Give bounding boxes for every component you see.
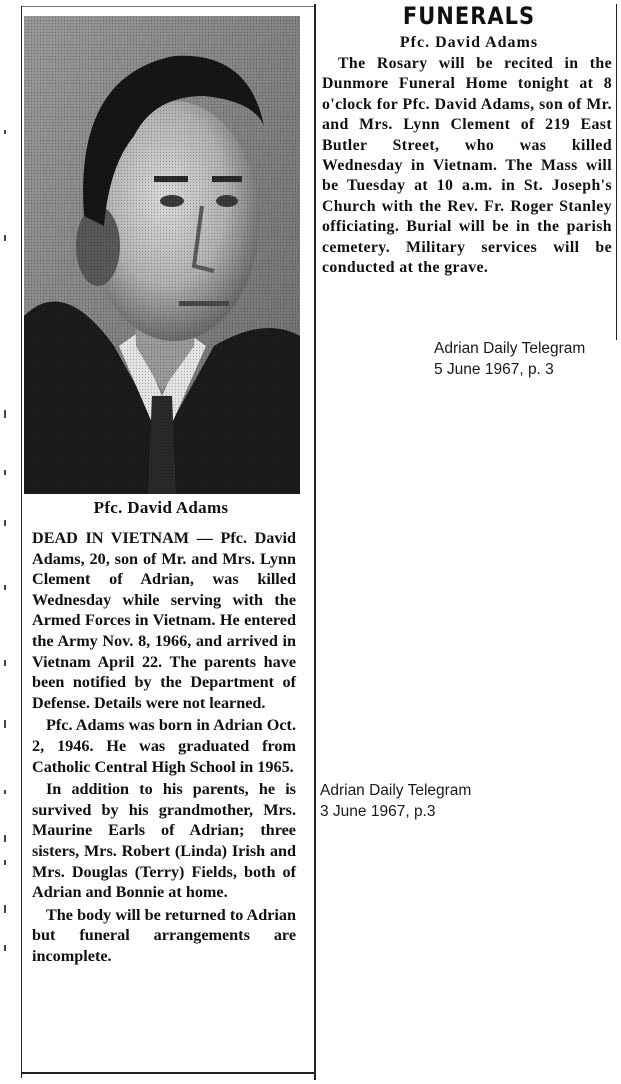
funerals-paragraph: The Rosary will be recited in the Dunmore Funeral Home tonight at 8 o'clock for Pfc. David Adams, son of Mr. and Mrs. Lynn Clement of 219 East Butler Street, who was killed Wednesday in Vietnam. The Mass will be Tuesday at 10 a.m. in St. Joseph's Church with the Rev. Fr. Roger Stanley officiating. Burial will be in the parish cemetery. Military services will be conducted at the grave.: [322, 55, 612, 277]
funeral-source-line1: Adrian Daily Telegram: [434, 340, 586, 357]
funeral-right-rule: [616, 4, 617, 340]
story-source-line2: 3 June 1967, p.3: [320, 803, 436, 820]
portrait-photo: [24, 16, 300, 494]
story-paragraph: DEAD IN VIETNAM — Pfc. David Adams, 20, son of Mr. and Mrs. Lynn Clement of Adrian, was killed Wednesday while serving with the Armed Forces in Vietnam. He entered the Army Nov. 8, 1966, and arrived in Vietnam April 22. The parents have been notified by the Department of Defense. Details were not learned.: [32, 529, 296, 712]
story-source-line1: Adrian Daily Telegram: [320, 782, 472, 799]
story-paragraph: Pfc. Adams was born in Adrian Oct. 2, 1946. He was graduated from Catholic Central High School in 1965.: [32, 716, 296, 776]
story-source-note: [320, 780, 471, 822]
funeral-source-line2: 5 June 1967, p. 3: [434, 361, 554, 378]
news-story: [32, 528, 296, 968]
funerals-body: [322, 54, 612, 278]
funerals-subheading: Pfc. David Adams: [399, 34, 539, 51]
top-rule: [22, 6, 314, 7]
story-paragraph: The body will be returned to Adrian but funeral arrangements are incomplete.: [32, 905, 296, 965]
funeral-source-note: [434, 338, 585, 380]
left-edge-marks: [4, 0, 7, 1084]
story-paragraph: In addition to his parents, he is survived by his grandmother, Mrs. Maurine Earls of Adrian; three sisters, Mrs. Robert (Linda) Irish and Mrs. Douglas (Terry) Fields, both of Adrian and Bonnie at home.: [32, 780, 296, 902]
column-rule-left: [21, 6, 22, 1078]
photo-caption: Pfc. David Adams: [93, 498, 229, 517]
bottom-rule: [22, 1072, 314, 1074]
column-rule-center: [314, 4, 316, 1080]
funerals-heading: FUNERALS: [402, 2, 536, 30]
